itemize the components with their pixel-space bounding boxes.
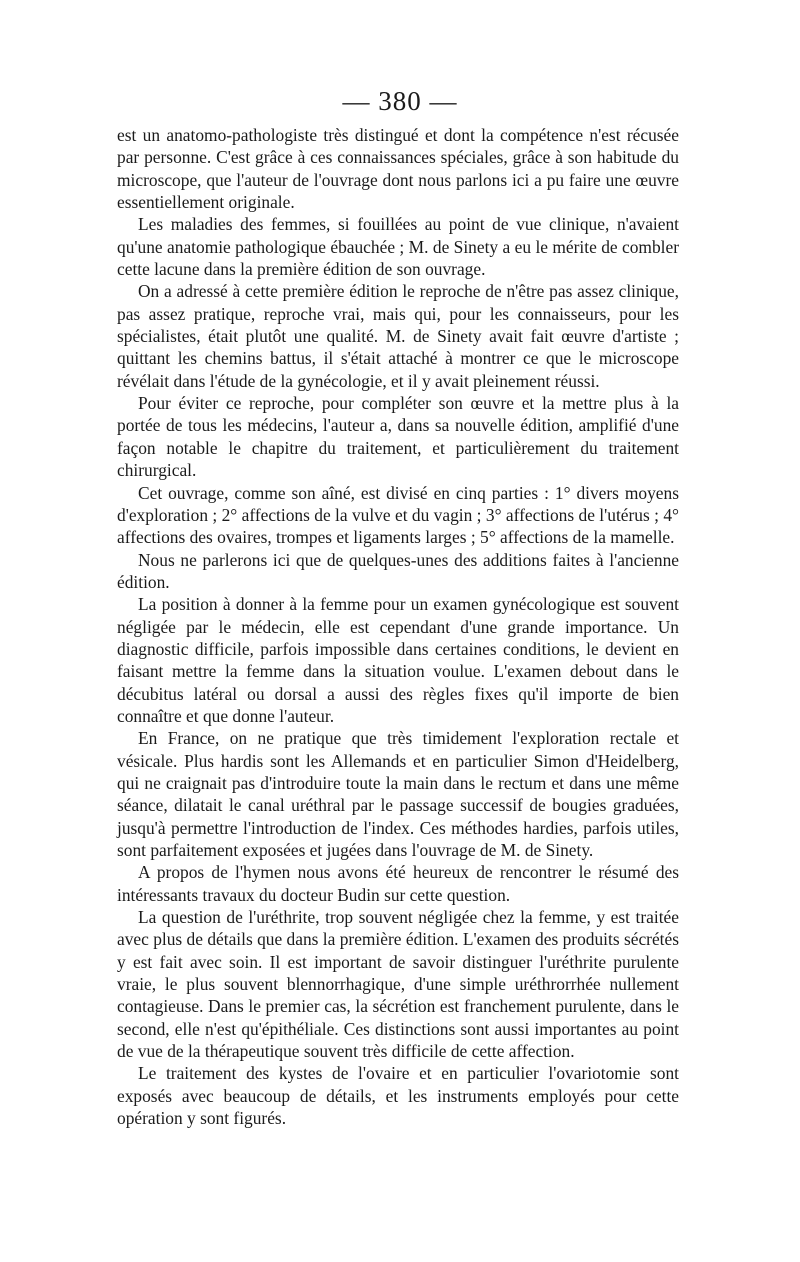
paragraph-4: Pour éviter ce reproche, pour compléter son œuvre et la mettre plus à la portée de tous les médecins, l'auteur a, dans sa nouvelle édition, amplifié d'une façon notable le chapitre du traitement, et particulièrement du traitement chirurgical.: [117, 393, 679, 481]
paragraph-2: Les maladies des femmes, si fouillées au point de vue clinique, n'avaient qu'une anatomie pathologique ébauchée ; M. de Sinety a eu le mérite de combler cette lacune dans la première édition de son ouvrage.: [117, 214, 679, 280]
paragraph-9: A propos de l'hymen nous avons été heureux de rencontrer le résumé des intéressants travaux du docteur Budin sur cette question.: [117, 862, 679, 905]
paragraph-3: On a adressé à cette première édition le reproche de n'être pas assez clinique, pas assez pratique, reproche vrai, mais qui, pour les connaisseurs, pour les spécialistes, était plutôt une qualité. M. de Sinety avait fait œuvre d'artiste ; quittant les chemins battus, il s'était attaché à montrer ce que le microscope révélait dans l'étude de la gynécologie, et il y avait pleinement réussi.: [117, 281, 679, 391]
paragraph-7: La position à donner à la femme pour un examen gynécologique est souvent négligée par le médecin, elle est cependant d'une grande importance. Un diagnostic difficile, parfois impossible dans certaines conditions, le devient en faisant mettre la femme dans la situation voulue. L'examen debout dans le décubitus latéral ou dorsal a aussi des règles fixes qu'il importe de bien connaître et que donne l'auteur.: [117, 594, 679, 726]
paragraph-6: Nous ne parlerons ici que de quelques-unes des additions faites à l'ancienne édition.: [117, 549, 679, 592]
page-number: — 380 —: [342, 86, 458, 116]
paragraph-11: Le traitement des kystes de l'ovaire et en particulier l'ovariotomie sont exposés avec beaucoup de détails, et les instruments employés pour cette opération y sont figurés.: [117, 1063, 679, 1129]
body-text: [117, 124, 679, 1129]
paragraph-1: est un anatomo-pathologiste très distingué et dont la compétence n'est récusée par personne. C'est grâce à ces connaissances spéciales, grâce à son habitude du microscope, que l'auteur de l'ouvrage dont nous parlons ici a pu faire une œuvre essentiellement originale.: [117, 125, 679, 213]
paragraph-10: La question de l'uréthrite, trop souvent négligée chez la femme, y est traitée avec plus de détails que dans la première édition. L'examen des produits sécrétés y est fait avec soin. Il est important de savoir distinguer l'uréthrite purulente vraie, le plus souvent blennorrhagique, d'une simple uréthrorrhée nullement contagieuse. Dans le premier cas, la sécrétion est franchement purulente, dans le second, elle n'est qu'épithéliale. Ces distinctions sont aussi importantes au point de vue de la thérapeutique souvent très difficile de cette affection.: [117, 907, 679, 1062]
paragraph-5: Cet ouvrage, comme son aîné, est divisé en cinq parties : 1° divers moyens d'exploration ; 2° affections de la vulve et du vagin ; 3° affections de l'utérus ; 4° affections des ovaires, trompes et ligaments larges ; 5° affections de la mamelle.: [117, 482, 679, 548]
paragraph-8: En France, on ne pratique que très timidement l'exploration rectale et vésicale. Plus hardis sont les Allemands et en particulier Simon d'Heidelberg, qui ne craignait pas d'introduire toute la main dans le rectum et dans une même séance, dilatait le canal uréthral par le passage successif de bougies graduées, jusqu'à permettre l'introduction de l'index. Ces méthodes hardies, parfois utiles, sont parfaitement exposées et jugées dans l'ouvrage de M. de Sinety.: [117, 728, 679, 860]
